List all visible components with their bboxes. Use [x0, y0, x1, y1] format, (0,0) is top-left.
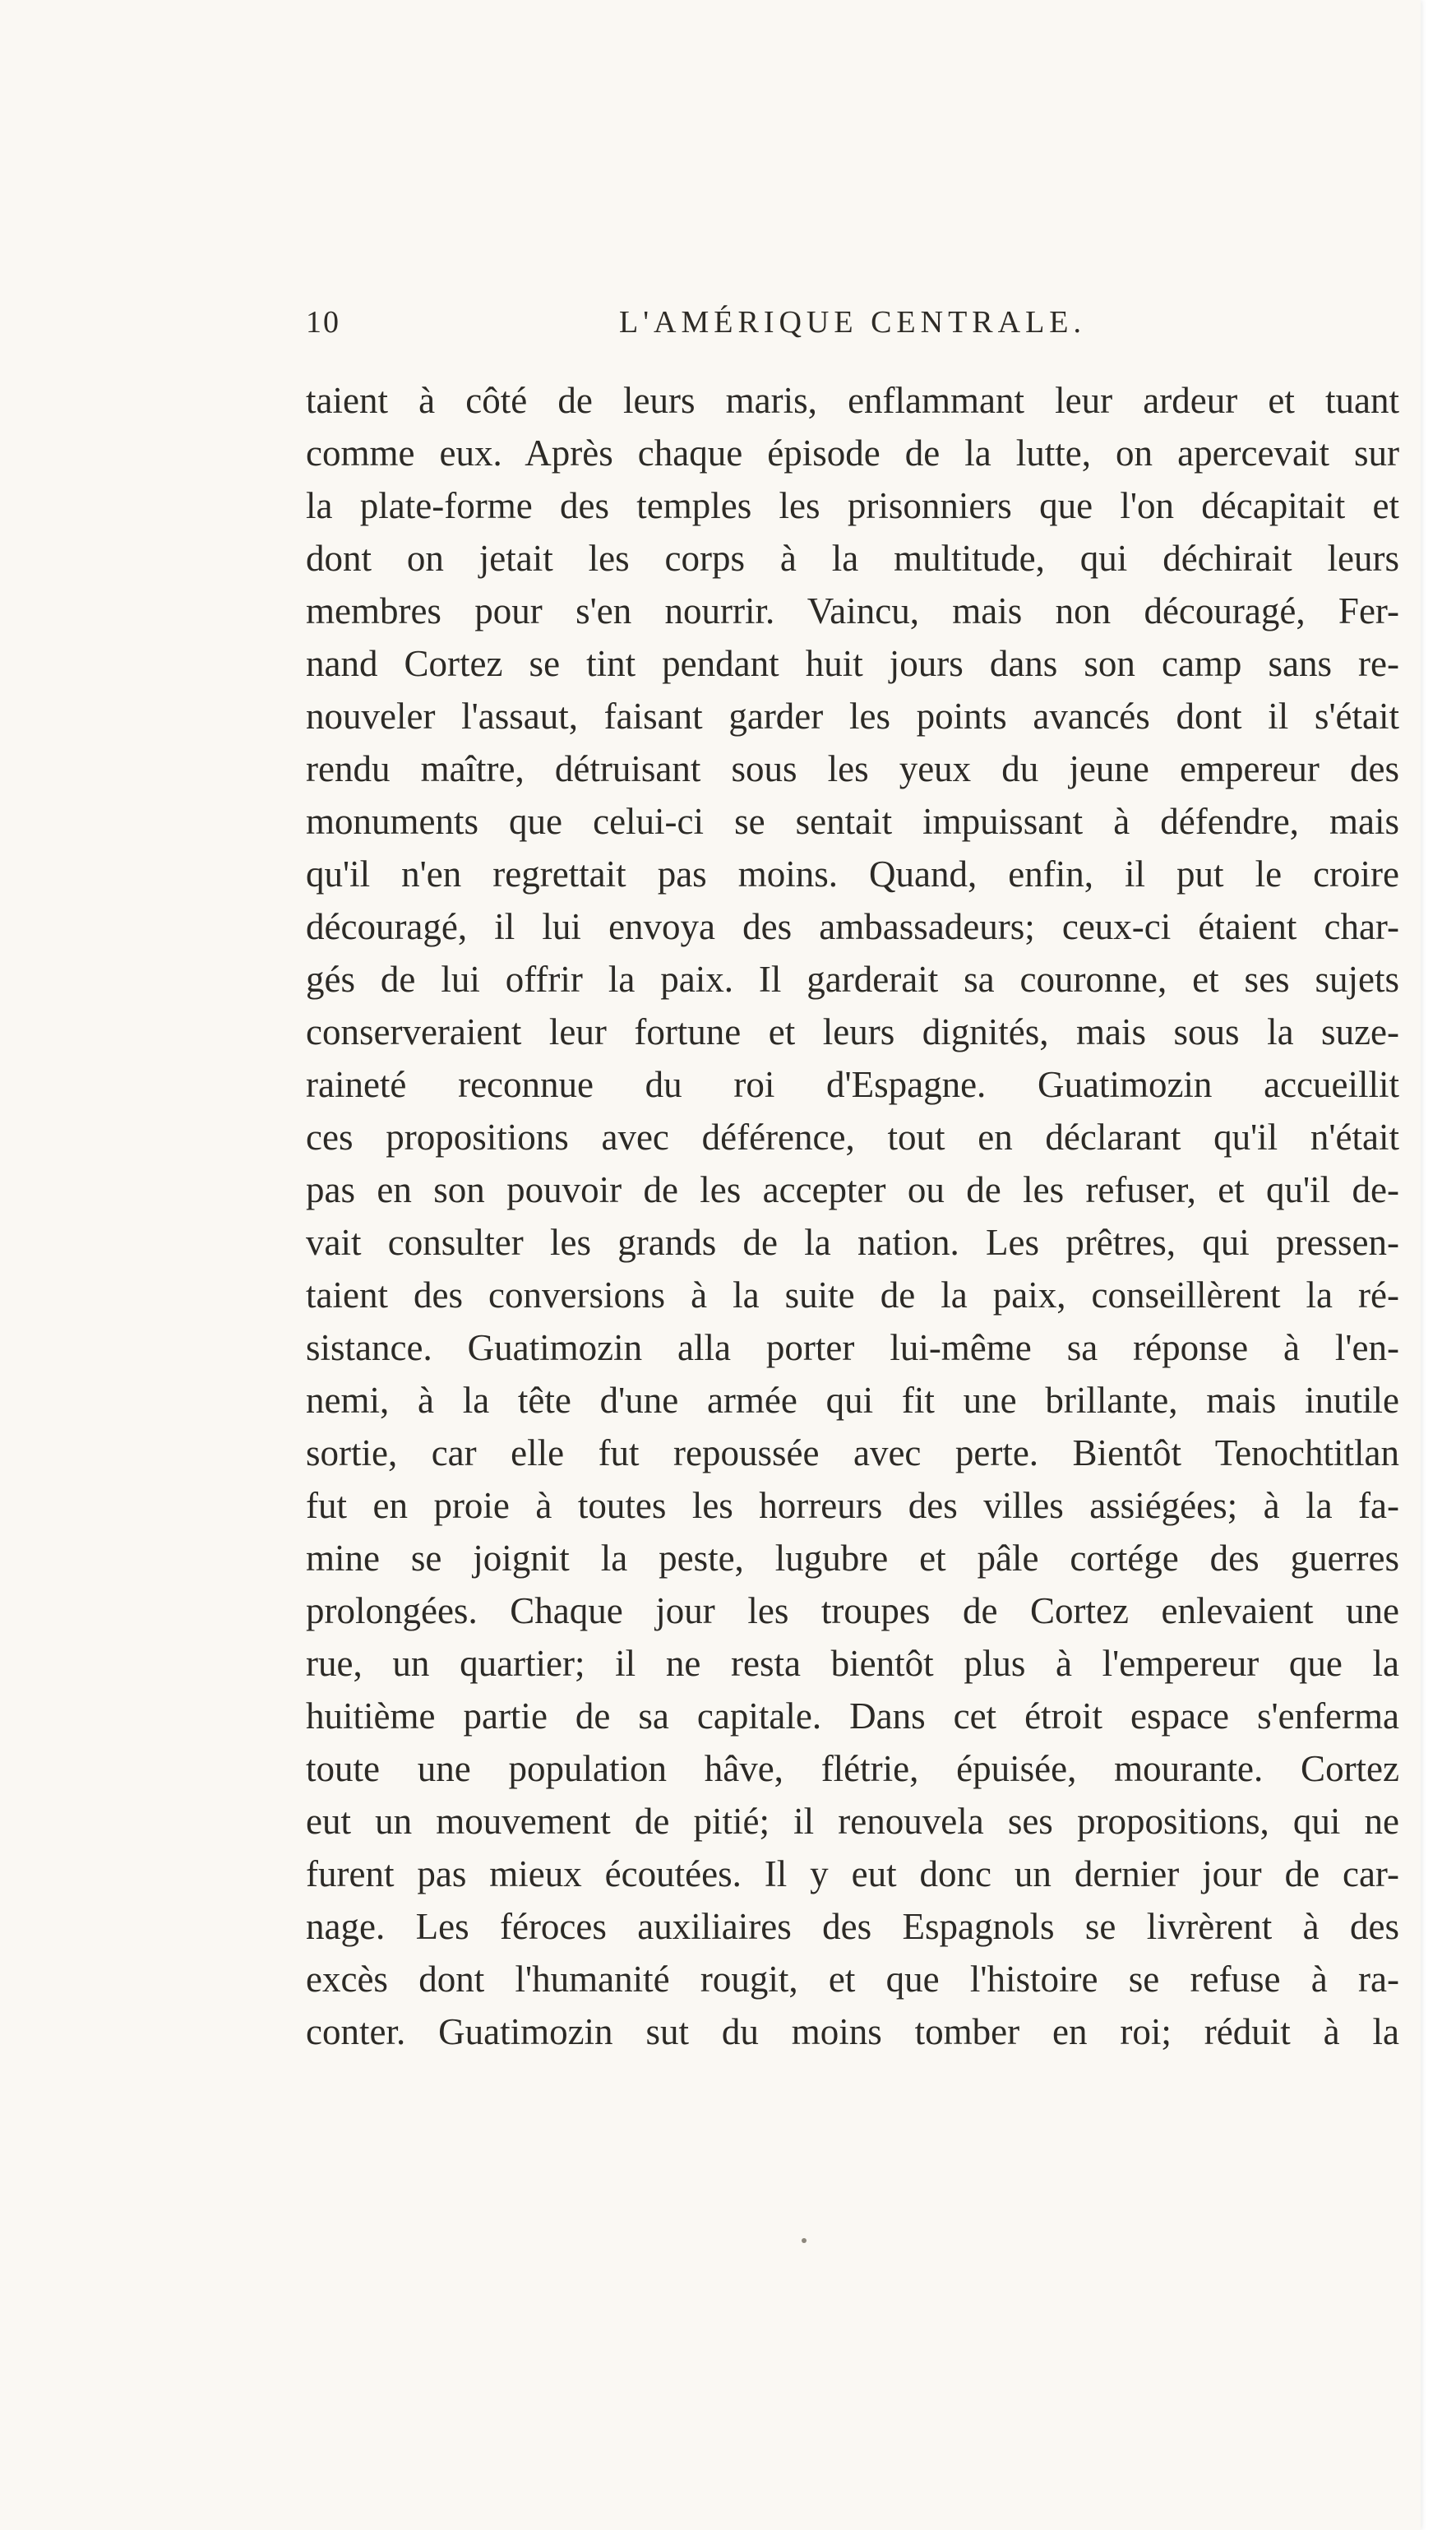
text-line: gés de lui offrir la paix. Il garderait sa couronne, et ses sujets	[306, 959, 1399, 1000]
text-line: huitième partie de sa capitale. Dans cet étroit espace s'enferma	[306, 1695, 1399, 1737]
text-line: rendu maître, détruisant sous les yeux du jeune empereur des	[306, 748, 1399, 789]
text-line: toute une population hâve, flétrie, épuisée, mourante. Cortez	[306, 1748, 1399, 1789]
text-line: la plate-forme des temples les prisonniers que l'on décapitait et	[306, 485, 1399, 526]
text-line: nemi, à la tête d'une armée qui fit une brillante, mais inutile	[306, 1380, 1399, 1421]
text-line: comme eux. Après chaque épisode de la lutte, on apercevait sur	[306, 432, 1399, 474]
text-line: eut un mouvement de pitié; il renouvela ses propositions, qui ne	[306, 1801, 1399, 1842]
text-line: nand Cortez se tint pendant huit jours dans son camp sans re-	[306, 643, 1399, 684]
text-line: ces propositions avec déférence, tout en déclarant qu'il n'était	[306, 1117, 1399, 1158]
text-line: dont on jetait les corps à la multitude, qui déchirait leurs	[306, 538, 1399, 579]
text-line: nouveler l'assaut, faisant garder les points avancés dont il s'était	[306, 696, 1399, 737]
text-line: conserveraient leur fortune et leurs dignités, mais sous la suze-	[306, 1011, 1399, 1052]
running-head	[306, 304, 1399, 354]
text-line: nage. Les féroces auxiliaires des Espagnols se livrèrent à des	[306, 1906, 1399, 1947]
text-line: mine se joignit la peste, lugubre et pâle cortége des guerres	[306, 1538, 1399, 1579]
running-title: L'AMÉRIQUE CENTRALE.	[618, 305, 1087, 340]
text-line: rue, un quartier; il ne resta bientôt plus à l'empereur que la	[306, 1643, 1399, 1684]
text-line: taient à côté de leurs maris, enflammant leur ardeur et tuant	[306, 380, 1399, 421]
text-line: sistance. Guatimozin alla porter lui-même sa réponse à l'en-	[306, 1327, 1399, 1368]
text-line: vait consulter les grands de la nation. Les prêtres, qui pressen-	[306, 1222, 1399, 1263]
body-text	[306, 374, 1399, 2058]
text-line: furent pas mieux écoutées. Il y eut donc un dernier jour de car-	[306, 1853, 1399, 1894]
text-line: découragé, il lui envoya des ambassadeurs; ceux-ci étaient char-	[306, 906, 1399, 947]
text-line: fut en proie à toutes les horreurs des villes assiégées; à la fa-	[306, 1485, 1399, 1526]
text-line: pas en son pouvoir de les accepter ou de les refuser, et qu'il de-	[306, 1169, 1399, 1210]
text-line: qu'il n'en regrettait pas moins. Quand, enfin, il put le croire	[306, 853, 1399, 895]
text-line: excès dont l'humanité rougit, et que l'histoire se refuse à ra-	[306, 1959, 1399, 2000]
paper-speck	[802, 2238, 807, 2243]
text-line: sortie, car elle fut repoussée avec perte. Bientôt Tenochtitlan	[306, 1432, 1399, 1473]
text-line: prolongées. Chaque jour les troupes de Cortez enlevaient une	[306, 1590, 1399, 1631]
text-line: monuments que celui-ci se sentait impuissant à défendre, mais	[306, 801, 1399, 842]
text-line: raineté reconnue du roi d'Espagne. Guatimozin accueillit	[306, 1064, 1399, 1105]
page-number: 10	[306, 305, 340, 340]
text-line: membres pour s'en nourrir. Vaincu, mais non découragé, Fer-	[306, 590, 1399, 631]
text-line: taient des conversions à la suite de la paix, conseillèrent la ré-	[306, 1274, 1399, 1316]
text-line: conter. Guatimozin sut du moins tomber en roi; réduit à la	[306, 2011, 1399, 2052]
